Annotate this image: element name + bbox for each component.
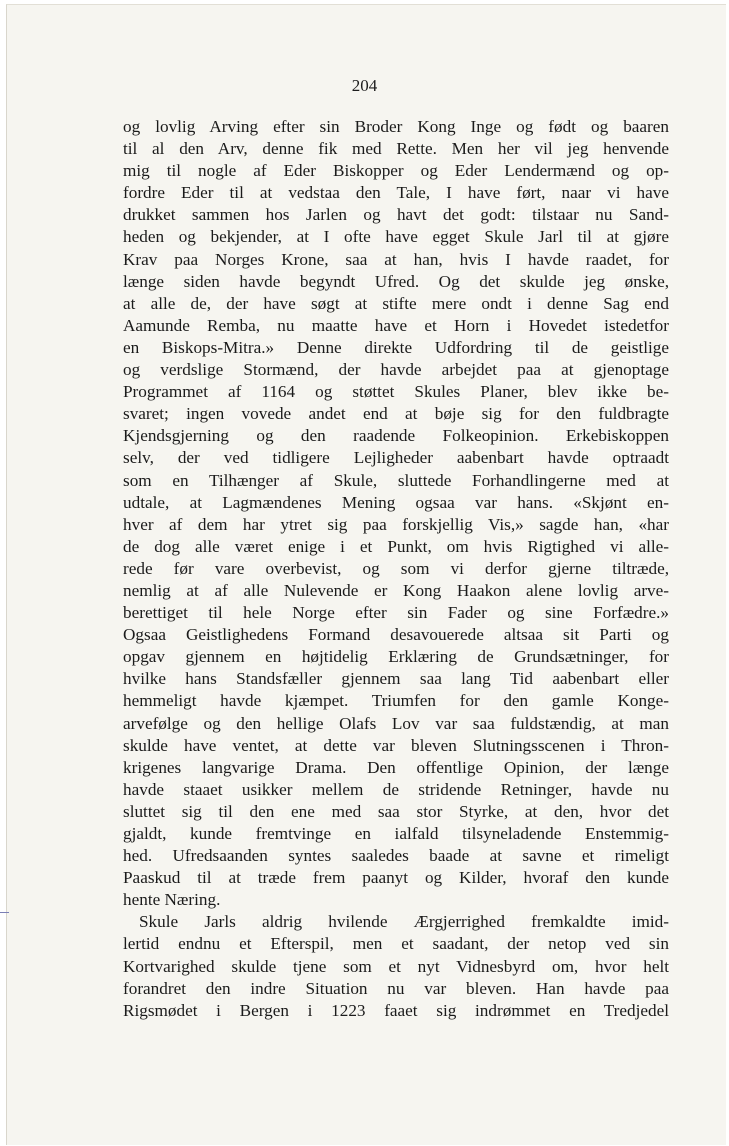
text-line: opgav gjennem en højtidelig Erklæring de Grundsætninger, for bbox=[123, 647, 669, 667]
text-line: sluttet sig til den ene med saa stor Styrke, at den, hvor det bbox=[123, 801, 669, 821]
text-line: og verdslige Stormænd, der havde arbejdet paa at gjenoptage bbox=[123, 360, 669, 380]
page-edge-mark bbox=[0, 912, 9, 913]
text-line: hed. Ufredsaanden syntes saaledes baade at savne et rimeligt bbox=[123, 846, 669, 866]
text-line: Kjendsgjerning og den raadende Folkeopinion. Erkebiskoppen bbox=[123, 426, 669, 446]
text-line: Kortvarighed skulde tjene som et nyt Vidnesbyrd om, hvor helt bbox=[123, 956, 669, 976]
text-line: de dog alle været enige i et Punkt, om hvis Rigtighed vi alle- bbox=[123, 536, 669, 556]
text-line: mig til nogle af Eder Biskopper og Eder Lendermænd og op- bbox=[123, 161, 669, 181]
text-line: hvilke hans Standsfæller gjennem saa lang Tid aabenbart eller bbox=[123, 669, 669, 689]
body-text bbox=[123, 116, 669, 1022]
text-line: en Biskops-Mitra.» Denne direkte Udfordring til de geistlige bbox=[123, 337, 669, 357]
text-line: drukket sammen hos Jarlen og havt det godt: tilstaar nu Sand- bbox=[123, 205, 669, 225]
text-line: Ogsaa Geistlighedens Formand desavouerede altsaa sit Parti og bbox=[123, 625, 669, 645]
text-line: nemlig at af alle Nulevende er Kong Haakon alene lovlig arve- bbox=[123, 580, 669, 600]
text-line: Rigsmødet i Bergen i 1223 faaet sig indrømmet en Tredjedel bbox=[123, 1000, 669, 1020]
text-line: heden og bekjender, at I ofte have egget Skule Jarl til at gjøre bbox=[123, 227, 669, 247]
text-line: og lovlig Arving efter sin Broder Kong Inge og født og baaren bbox=[123, 117, 669, 136]
text-line: arvefølge og den hellige Olafs Lov var saa fuldstændig, at man bbox=[123, 713, 669, 733]
text-line: længe siden havde begyndt Ufred. Og det skulde jeg ønske, bbox=[123, 271, 669, 291]
text-line: Krav paa Norges Krone, saa at han, hvis I havde raadet, for bbox=[123, 249, 669, 269]
text-line: fordre Eder til at vedstaa den Tale, I have ført, naar vi have bbox=[123, 183, 669, 203]
text-line: rede før vare overbevist, og som vi derfor gjerne tiltræde, bbox=[123, 558, 669, 578]
text-line: forandret den indre Situation nu var bleven. Han havde paa bbox=[123, 978, 669, 998]
text-line: havde staaet usikker mellem de stridende Retninger, havde nu bbox=[123, 779, 669, 799]
text-line: hente Næring. bbox=[123, 890, 221, 910]
text-line: lertid endnu et Efterspil, men et saadant, der netop ved sin bbox=[123, 934, 669, 954]
text-line: Aamunde Remba, nu maatte have et Horn i Hovedet istedetfor bbox=[123, 315, 669, 335]
text-line: til al den Arv, denne fik med Rette. Men her vil jeg henvende bbox=[123, 139, 669, 159]
text-line: skulde have ventet, at dette var bleven Slutningsscenen i Thron- bbox=[123, 735, 669, 755]
text-line: berettiget til hele Norge efter sin Fader og sine Forfædre.» bbox=[123, 603, 669, 623]
text-line: Programmet af 1164 og støttet Skules Planer, blev ikke be- bbox=[123, 382, 669, 402]
text-line: krigenes langvarige Drama. Den offentlige Opinion, der længe bbox=[123, 757, 669, 777]
text-line: udtale, at Lagmændenes Mening ogsaa var hans. «Skjønt en- bbox=[123, 492, 669, 512]
text-line: svaret; ingen vovede andet end at bøje sig for den fuldbragte bbox=[123, 404, 669, 424]
text-line: hver af dem har ytret sig paa forskjellig Vis,» sagde han, «har bbox=[123, 514, 669, 534]
text-line: Paaskud til at træde frem paanyt og Kilder, hvoraf den kunde bbox=[123, 868, 669, 888]
text-line: Skule Jarls aldrig hvilende Ærgjerrighed fremkaldte imid- bbox=[139, 912, 669, 932]
page-number: 204 bbox=[351, 76, 378, 95]
text-line: som en Tilhænger af Skule, sluttede Forhandlingerne med at bbox=[123, 470, 669, 490]
text-line: gjaldt, kunde fremtvinge en ialfald tilsyneladende Enstemmig- bbox=[123, 824, 669, 843]
text-line: selv, der ved tidligere Lejligheder aabenbart havde optraadt bbox=[123, 448, 669, 468]
text-line: hemmeligt havde kjæmpet. Triumfen for den gamle Konge- bbox=[123, 691, 669, 711]
text-line: at alle de, der have søgt at stifte mere ondt i denne Sag end bbox=[123, 293, 669, 313]
